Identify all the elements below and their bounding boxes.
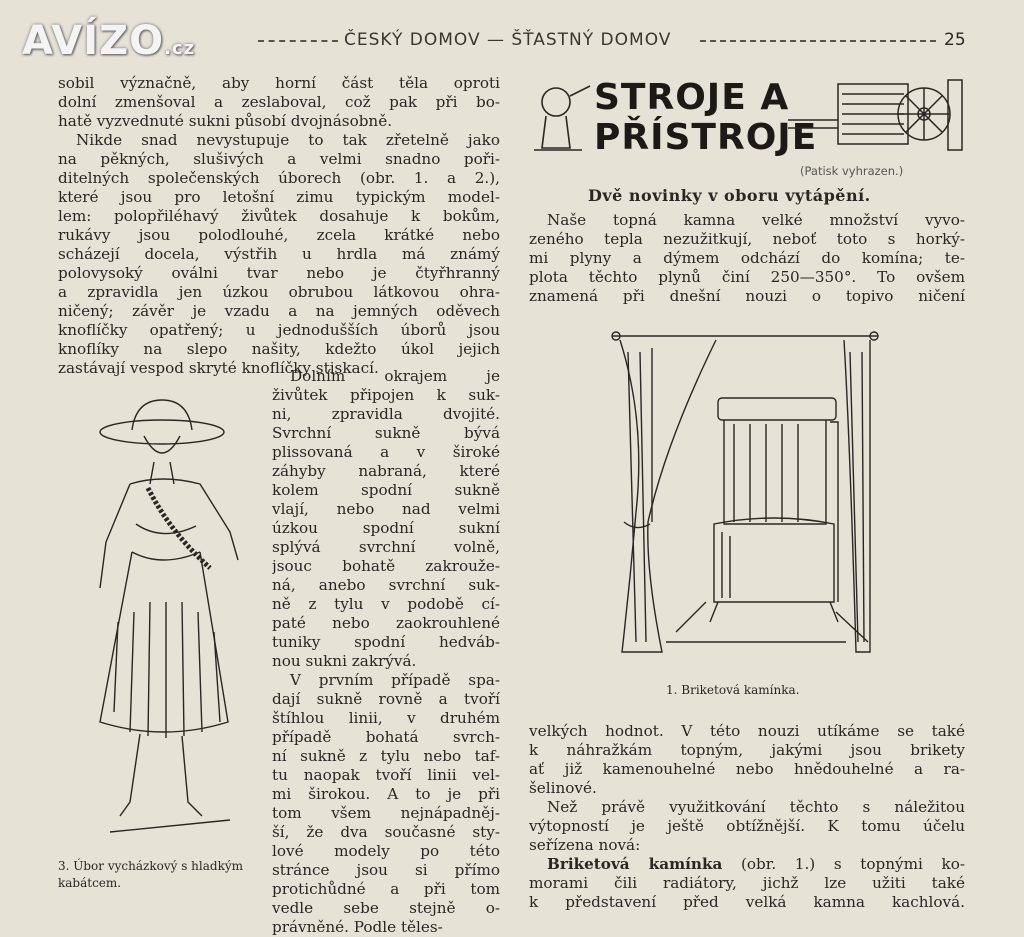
text-line: dolní zmenšoval a zeslaboval, což pak při bo- — [58, 93, 500, 111]
text-line: případě bohatá svrch- — [272, 728, 500, 746]
text-line: tom všem nejnápadněj- — [272, 804, 500, 822]
figure-3-caption: 3. Úbor vycházkový s hladkým kabátcem. — [58, 859, 243, 890]
machine-press-icon — [788, 74, 966, 158]
text-line: Nikde snad nevystupuje to tak zřetelně jako — [76, 131, 500, 149]
text-line: znamená při dnešní nouzi o topivo ničení — [529, 287, 965, 305]
text-line: nou sukni zakrývá. — [272, 652, 417, 670]
text-line: polovysoký oválni tvar nebo je čtyřhranný — [58, 264, 500, 282]
text-line: scházejí docela, výstřih u hrdla má známý — [58, 245, 500, 263]
text-line: ničený; závěr je vzadu a na jemných oděvech — [58, 302, 500, 320]
text-line: V prvním případě spa- — [290, 671, 500, 689]
text-line: právněné. Podle těles- — [272, 918, 443, 936]
figure-1-briquette-stove-illustration — [606, 322, 886, 668]
text-line: tuniky spodní hedváb- — [272, 633, 500, 651]
text-line: štíhlou linii, v druhém — [272, 709, 500, 727]
text-line: k představení před velká kamna kachlová. — [529, 893, 965, 911]
text-line: úzkou spodní sukní — [272, 519, 500, 537]
section-title-line-2: PŘÍSTROJE — [594, 117, 818, 158]
text-line: Dolním okrajem je — [290, 367, 500, 385]
text-line: ná, anebo svrchní suk- — [272, 576, 500, 594]
text-line: vlají, nebo nad velmi — [272, 500, 500, 518]
text-line: velkých hodnot. V této nouzi utíkáme se také — [529, 722, 965, 740]
text-line: kolem spodní sukně — [272, 481, 500, 499]
text-line: ni, zpravidla dvojité. — [272, 405, 500, 423]
text-line: sobil význačně, aby horní část těla oproti — [58, 74, 500, 92]
text-line: Svrchní sukně bývá — [272, 424, 500, 442]
page-number: 25 — [944, 30, 966, 50]
text-line: živůtek připojen k suk- — [272, 386, 500, 404]
text-line: seřízena nová: — [529, 836, 641, 854]
text-line: a zpravidla jen úzkou obrubou látkovou ohra- — [58, 283, 500, 301]
text-line: stránce jsou si přímo — [272, 861, 500, 879]
logo-suffix: .cz — [164, 38, 196, 59]
text-line: Naše topná kamna velké množství vyvo- — [547, 211, 965, 229]
text-line: splývá svrchní volně, — [272, 538, 500, 556]
text-line: knoflíky na slepo našity, kdežto úkol jejich — [58, 340, 500, 358]
text-line: Než právě využitkování těchto s náležitou — [547, 798, 965, 816]
left-narrow-column-text — [272, 367, 500, 937]
text-line: ať již kamenouhelné nebo hnědouhelné a ra- — [529, 760, 965, 778]
text-line: mi širokou. A to je při — [272, 785, 500, 803]
text-line: lem: polopřiléhavý živůtek dosahuje k bokům, — [58, 207, 500, 225]
left-column-text — [58, 74, 500, 378]
text-line: dají sukně rovně a tvoří — [272, 690, 500, 708]
reprint-note: (Patisk vyhrazen.) — [800, 164, 904, 178]
section-title — [594, 77, 818, 158]
text-line: lové modely po této — [272, 842, 500, 860]
text-line: protichůdné a při tom — [272, 880, 500, 898]
figure-1-caption: 1. Briketová kamínka. — [666, 683, 800, 697]
text-line: morami čili radiátory, jichž lze užiti také — [529, 874, 965, 892]
text-line: které jsou pro letošní zimu typickým model- — [58, 188, 500, 206]
article-heading: Dvě novinky v oboru vytápění. — [588, 186, 871, 205]
text-line: výtopností je ještě obtížnější. K tomu účelu — [529, 817, 965, 835]
text-line: k náhražkám topným, jakými jsou brikety — [529, 741, 965, 759]
text-line: šelinové. — [529, 779, 597, 797]
text-line: ší, že dva současné sty- — [272, 823, 500, 841]
text-line: rukávy jsou polodlouhé, zcela krátké nebo — [58, 226, 500, 244]
figure-3-dress-illustration — [70, 392, 270, 852]
bold-lead-rest: (obr. 1.) s topnými ko- — [722, 855, 965, 873]
text-line: tu naopak tvoří linii vel- — [272, 766, 500, 784]
text-line: paté nebo zaokrouhlené — [272, 614, 500, 632]
text-line: ní sukně z tylu nebo taf- — [272, 747, 500, 765]
running-head: ČESKÝ DOMOV — ŠŤASTNÝ DOMOV — [344, 30, 672, 50]
text-line: ně z tylu v podobě cí- — [272, 595, 500, 613]
logo-text: AVÍZO — [22, 18, 165, 64]
text-line: plissovaná a v široké — [272, 443, 500, 461]
meat-grinder-icon — [526, 76, 596, 156]
text-line: zastávají vespod skryté knoflíčky stiskací. — [58, 359, 379, 377]
bold-lead-line — [529, 855, 965, 874]
text-line: plota těchto plynů činí 250—350°. To ovšem — [529, 268, 965, 286]
avizo-watermark-logo — [22, 18, 242, 66]
header-rule-right — [700, 40, 936, 42]
text-line: knoflíčky opatřený; u jednodušších úborů jsou — [58, 321, 500, 339]
text-line: zeného tepla nezužitkují, neboť toto s horký- — [529, 230, 965, 248]
bold-lead-term: Briketová kamínka — [547, 855, 723, 873]
text-line: hatě vyzvednuté sukni působí dvojnásobně. — [58, 112, 393, 130]
text-line: jsouc bohatě zakrouže- — [272, 557, 500, 575]
header-rule-left — [258, 40, 338, 42]
text-line: vedle sebe stejně o- — [272, 899, 500, 917]
text-line: ditelných společenských úborech (obr. 1. a 2.), — [58, 169, 500, 187]
text-line: na pěkných, slušivých a velmi snadno poři- — [58, 150, 500, 168]
text-line: záhyby nabraná, které — [272, 462, 500, 480]
right-column-continuation-text — [529, 722, 965, 912]
section-title-block — [526, 74, 966, 164]
right-column-intro-text — [529, 211, 965, 306]
section-title-line-1: STROJE A — [594, 77, 790, 118]
text-line: mi plyny a dýmem odchází do komína; te- — [529, 249, 965, 267]
